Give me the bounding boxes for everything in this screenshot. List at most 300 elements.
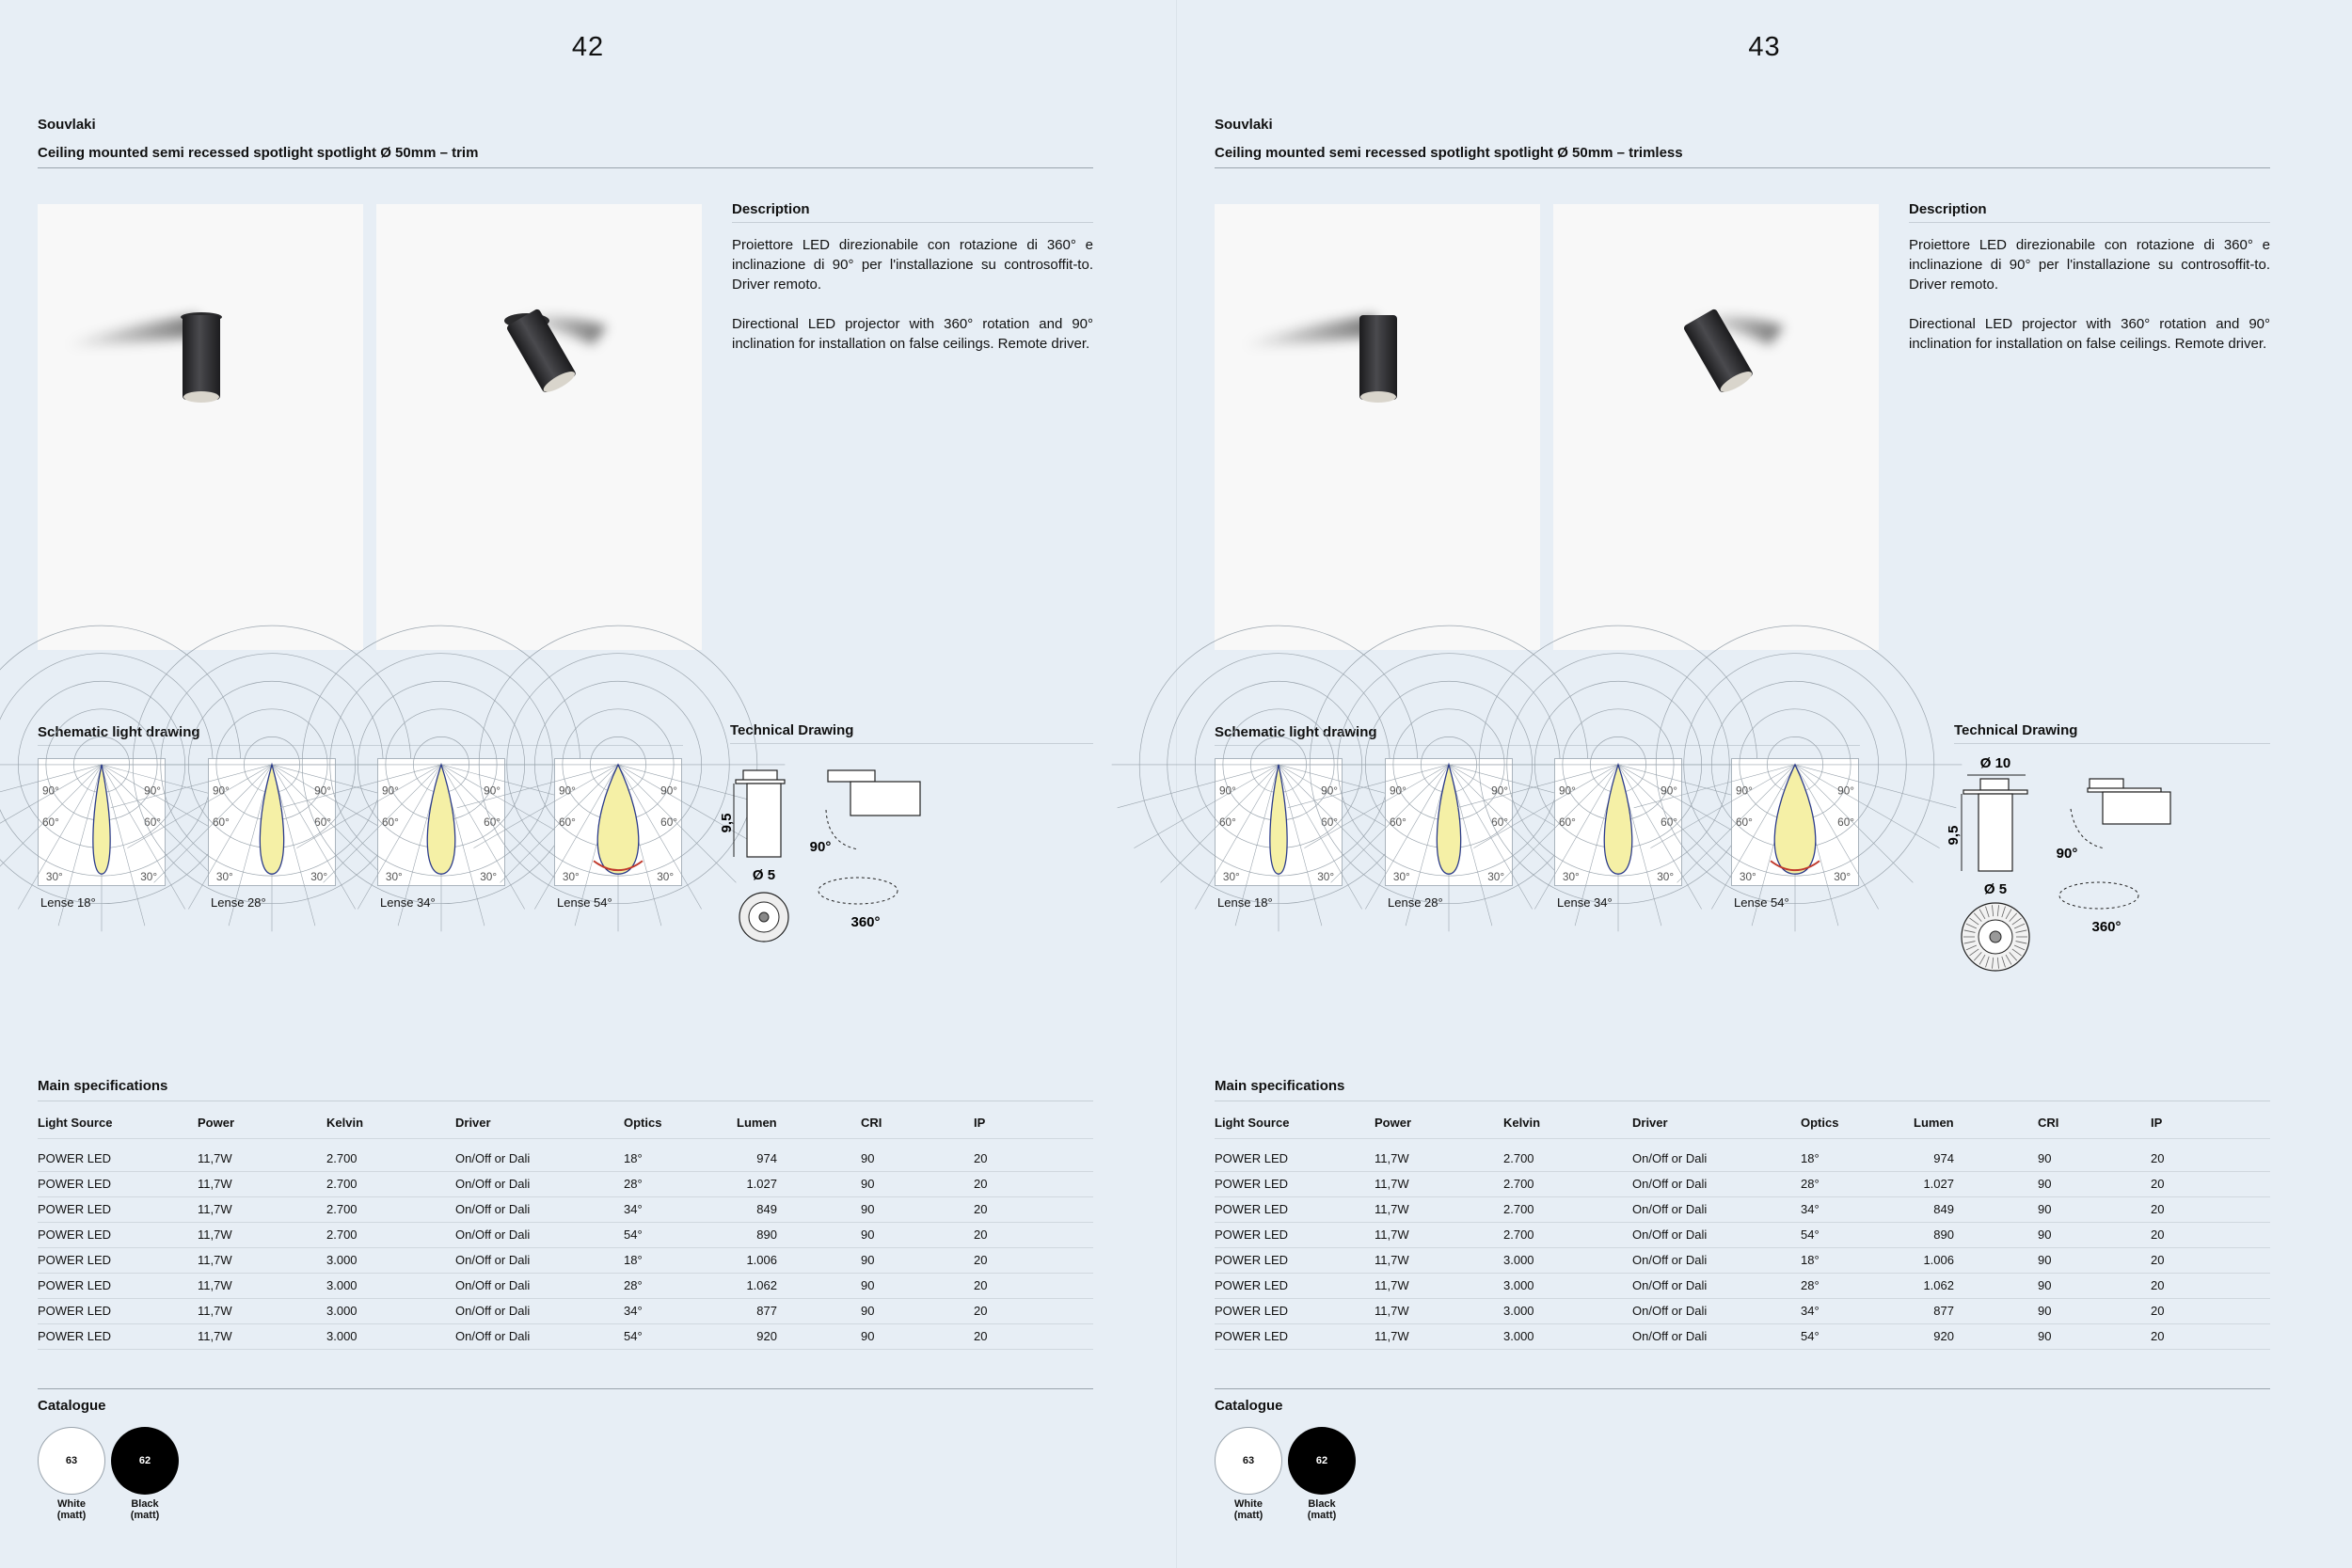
column-header: Kelvin xyxy=(1503,1116,1541,1130)
column-header: Light Source xyxy=(1215,1116,1290,1130)
angle-label: 30° xyxy=(385,870,403,884)
specs-title: Main specifications xyxy=(38,1078,168,1094)
finish-label xyxy=(1288,1498,1356,1521)
table-cell: 11,7W xyxy=(198,1278,232,1292)
beam-shape xyxy=(1437,765,1460,874)
finish-code: 63 xyxy=(65,1455,78,1466)
table-cell: 18° xyxy=(1801,1151,1820,1165)
technical-drawing xyxy=(719,757,967,992)
table-row-rule xyxy=(1215,1247,2270,1248)
finish-swatch-white[interactable] xyxy=(38,1427,105,1495)
table-cell: 20 xyxy=(974,1253,988,1267)
header-rule xyxy=(38,167,1093,168)
table-cell: On/Off or Dali xyxy=(1632,1151,1708,1165)
product-subtitle: Ceiling mounted semi recessed spotlight spotlight Ø 50mm – trim xyxy=(38,145,479,161)
table-cell: 2.700 xyxy=(326,1227,358,1242)
table-cell: 20 xyxy=(974,1304,988,1318)
angle-label: 30° xyxy=(657,870,675,884)
table-row-rule xyxy=(38,1298,1093,1299)
table-cell: 3.000 xyxy=(326,1329,358,1343)
spot-body xyxy=(183,315,220,400)
table-cell: 54° xyxy=(624,1227,643,1242)
angle-label: 90° xyxy=(41,784,59,798)
table-cell: 11,7W xyxy=(1375,1151,1409,1165)
table-cell: 2.700 xyxy=(1503,1151,1534,1165)
table-cell: 90 xyxy=(861,1177,875,1191)
table-cell: 1.006 xyxy=(746,1253,777,1267)
diameter-dimension: Ø 5 xyxy=(752,867,776,883)
trimless-diameter-dimension: Ø 10 xyxy=(1979,755,2011,771)
table-cell: 3.000 xyxy=(1503,1278,1534,1292)
angle-label: 60° xyxy=(1491,815,1509,829)
table-cell: 3.000 xyxy=(326,1304,358,1318)
table-cell: On/Off or Dali xyxy=(455,1151,531,1165)
table-cell: On/Off or Dali xyxy=(455,1227,531,1242)
angle-label: 90° xyxy=(1558,784,1576,798)
column-header: Power xyxy=(198,1116,235,1130)
table-cell: 974 xyxy=(1933,1151,1954,1165)
description-english: Directional LED projector with 360° rotation and 90° inclination for installation on false ceilings. Remote driver. xyxy=(732,316,1093,352)
table-cell: On/Off or Dali xyxy=(455,1329,531,1343)
table-cell: 849 xyxy=(756,1202,777,1216)
table-cell: 18° xyxy=(624,1253,643,1267)
finish-name: Black xyxy=(1308,1498,1336,1510)
polar-chart xyxy=(554,758,682,886)
polar-diagram xyxy=(1555,759,1681,885)
table-cell: 34° xyxy=(1801,1304,1820,1318)
table-cell: 90 xyxy=(2038,1304,2052,1318)
table-row-rule xyxy=(38,1273,1093,1274)
table-row-rule xyxy=(38,1247,1093,1248)
table-cell: 20 xyxy=(2151,1304,2165,1318)
angle-label: 90° xyxy=(484,784,501,798)
beam-shape xyxy=(260,765,283,874)
table-row-rule xyxy=(38,1323,1093,1324)
table-cell: 90 xyxy=(2038,1151,2052,1165)
tilt-angle: 90° xyxy=(2056,846,2078,862)
rotation-arc xyxy=(818,878,898,904)
header-rule xyxy=(1215,167,2270,168)
table-cell: 90 xyxy=(861,1304,875,1318)
finish-label xyxy=(38,1498,105,1521)
table-cell: 11,7W xyxy=(198,1227,232,1242)
table-cell: 28° xyxy=(1801,1177,1820,1191)
lens-label: Lense 54° xyxy=(557,895,612,910)
angle-label: 60° xyxy=(484,815,501,829)
angle-label: 90° xyxy=(1837,784,1855,798)
column-header: Light Source xyxy=(38,1116,113,1130)
table-cell: On/Off or Dali xyxy=(455,1253,531,1267)
column-header: Lumen xyxy=(737,1116,777,1130)
beam-shape xyxy=(597,765,639,874)
catalogue-title: Catalogue xyxy=(38,1398,106,1414)
description-title: Description xyxy=(732,201,810,217)
table-cell: 11,7W xyxy=(1375,1278,1409,1292)
lens-label: Lense 18° xyxy=(1217,895,1273,910)
description-title: Description xyxy=(1909,201,1987,217)
table-cell: 90 xyxy=(861,1151,875,1165)
specs-title: Main specifications xyxy=(1215,1078,1345,1094)
height-dimension: 9,5 xyxy=(719,813,735,833)
table-cell: 20 xyxy=(974,1227,988,1242)
spot-body xyxy=(1359,315,1397,400)
header-row-rule xyxy=(1215,1138,2270,1139)
table-cell: 28° xyxy=(624,1278,643,1292)
table-cell: 90 xyxy=(861,1278,875,1292)
table-cell: 90 xyxy=(2038,1278,2052,1292)
table-cell: 11,7W xyxy=(198,1304,232,1318)
side-view-body xyxy=(1979,794,2012,871)
tilted-view-body xyxy=(2103,792,2170,824)
angle-label: 90° xyxy=(1735,784,1753,798)
lens-label: Lense 34° xyxy=(380,895,436,910)
tilt-angle: 90° xyxy=(809,839,832,855)
angle-label: 90° xyxy=(1661,784,1678,798)
table-cell: 3.000 xyxy=(1503,1304,1534,1318)
table-cell: 11,7W xyxy=(1375,1227,1409,1242)
angle-label: 30° xyxy=(1562,870,1580,884)
table-cell: 20 xyxy=(974,1151,988,1165)
angle-label: 60° xyxy=(1389,815,1406,829)
catalogue-page-43 xyxy=(1176,0,2352,1568)
table-cell: 20 xyxy=(974,1278,988,1292)
table-cell: 54° xyxy=(1801,1227,1820,1242)
table-cell: 11,7W xyxy=(1375,1329,1409,1343)
table-cell: 90 xyxy=(861,1329,875,1343)
column-header: Driver xyxy=(1632,1116,1668,1130)
column-header: IP xyxy=(2151,1116,2163,1130)
angle-label: 60° xyxy=(1321,815,1339,829)
finish-type: (matt) xyxy=(56,1510,87,1521)
technical-title: Technical Drawing xyxy=(730,722,854,738)
table-cell: 2.700 xyxy=(326,1151,358,1165)
angle-label: 30° xyxy=(1317,870,1335,884)
column-header: CRI xyxy=(2038,1116,2059,1130)
page-number: 43 xyxy=(1748,32,1781,62)
table-row-rule xyxy=(1215,1196,2270,1197)
table-cell: 18° xyxy=(624,1151,643,1165)
description-rule xyxy=(1909,222,2270,223)
column-header: IP xyxy=(974,1116,986,1130)
table-cell: 11,7W xyxy=(198,1253,232,1267)
angle-label: 90° xyxy=(144,784,162,798)
table-row-rule xyxy=(1215,1273,2270,1274)
finish-type: (matt) xyxy=(1233,1510,1263,1521)
spotlight-tilted-image xyxy=(376,204,702,650)
description-rule xyxy=(732,222,1093,223)
angle-label: 90° xyxy=(314,784,332,798)
schematic-title: Schematic light drawing xyxy=(1215,724,1377,740)
polar-chart xyxy=(1215,758,1343,886)
polar-diagram xyxy=(1386,759,1512,885)
product-series: Souvlaki xyxy=(38,117,96,133)
finish-type: (matt) xyxy=(1307,1510,1337,1521)
angle-label: 60° xyxy=(558,815,576,829)
angle-label: 60° xyxy=(1661,815,1678,829)
table-cell: POWER LED xyxy=(38,1253,112,1267)
table-cell: 890 xyxy=(1933,1227,1954,1242)
table-cell: 90 xyxy=(2038,1329,2052,1343)
polar-chart xyxy=(208,758,336,886)
polar-chart xyxy=(1385,758,1513,886)
finish-name: White xyxy=(1234,1498,1263,1510)
table-cell: 20 xyxy=(974,1329,988,1343)
table-row-rule xyxy=(38,1349,1093,1350)
angle-label: 90° xyxy=(558,784,576,798)
finish-label xyxy=(1215,1498,1282,1521)
finish-type: (matt) xyxy=(130,1510,160,1521)
polar-diagram xyxy=(39,759,165,885)
lens-label: Lense 28° xyxy=(211,895,266,910)
table-cell: 11,7W xyxy=(1375,1253,1409,1267)
table-row-rule xyxy=(1215,1298,2270,1299)
description-text xyxy=(732,235,1093,373)
angle-label: 90° xyxy=(1491,784,1509,798)
angle-label: 60° xyxy=(1837,815,1855,829)
table-cell: 2.700 xyxy=(326,1177,358,1191)
lens-label: Lense 34° xyxy=(1557,895,1613,910)
polar-chart xyxy=(1731,758,1859,886)
beam-shape xyxy=(93,765,110,874)
angle-label: 90° xyxy=(381,784,399,798)
angle-label: 30° xyxy=(1657,870,1675,884)
table-cell: 1.027 xyxy=(746,1177,777,1191)
angle-label: 30° xyxy=(45,870,63,884)
table-cell: 11,7W xyxy=(1375,1304,1409,1318)
table-cell: 20 xyxy=(2151,1227,2165,1242)
angle-label: 30° xyxy=(215,870,233,884)
angle-label: 90° xyxy=(660,784,678,798)
column-header: Power xyxy=(1375,1116,1412,1130)
table-cell: On/Off or Dali xyxy=(455,1202,531,1216)
polar-diagram xyxy=(209,759,335,885)
finish-swatch-white[interactable] xyxy=(1215,1427,1282,1495)
table-row-rule xyxy=(1215,1171,2270,1172)
diameter-dimension: Ø 5 xyxy=(1983,881,2008,897)
table-cell: 3.000 xyxy=(326,1253,358,1267)
table-cell: POWER LED xyxy=(1215,1202,1289,1216)
column-header: Driver xyxy=(455,1116,491,1130)
description-italian: Proiettore LED direzionabile con rotazione di 360° e inclinazione di 90° per l'installazione su controsoffit-to. Driver remoto. xyxy=(1909,237,2270,293)
angle-label: 30° xyxy=(562,870,580,884)
table-cell: 90 xyxy=(861,1253,875,1267)
finish-name: White xyxy=(57,1498,86,1510)
column-header: CRI xyxy=(861,1116,882,1130)
table-cell: On/Off or Dali xyxy=(455,1304,531,1318)
table-row-rule xyxy=(38,1222,1093,1223)
polar-chart xyxy=(377,758,505,886)
table-cell: On/Off or Dali xyxy=(1632,1227,1708,1242)
table-cell: 1.062 xyxy=(1923,1278,1954,1292)
angle-label: 60° xyxy=(1218,815,1236,829)
spotlight-straight-image xyxy=(38,204,363,650)
product-series: Souvlaki xyxy=(1215,117,1273,133)
table-cell: 90 xyxy=(2038,1227,2052,1242)
beam-shape xyxy=(1270,765,1287,874)
table-cell: 2.700 xyxy=(326,1202,358,1216)
polar-diagram xyxy=(1216,759,1342,885)
angle-label: 60° xyxy=(41,815,59,829)
column-header: Optics xyxy=(1801,1116,1839,1130)
table-cell: 877 xyxy=(1933,1304,1954,1318)
lens-glow xyxy=(183,391,219,403)
angle-label: 30° xyxy=(1487,870,1505,884)
angle-label: 30° xyxy=(1222,870,1240,884)
table-cell: 34° xyxy=(624,1304,643,1318)
angle-label: 60° xyxy=(1558,815,1576,829)
table-cell: 1.027 xyxy=(1923,1177,1954,1191)
side-view-body xyxy=(747,784,781,857)
tilted-view-body xyxy=(850,782,920,816)
table-row-rule xyxy=(38,1171,1093,1172)
beam-shape xyxy=(1774,765,1816,874)
table-cell: POWER LED xyxy=(38,1177,112,1191)
lens-label: Lense 18° xyxy=(40,895,96,910)
specs-end-rule xyxy=(38,1388,1093,1389)
table-cell: On/Off or Dali xyxy=(1632,1253,1708,1267)
technical-rule xyxy=(730,743,1093,744)
angle-label: 90° xyxy=(212,784,230,798)
table-cell: 3.000 xyxy=(326,1278,358,1292)
column-header: Optics xyxy=(624,1116,662,1130)
lens-label: Lense 28° xyxy=(1388,895,1443,910)
angle-label: 60° xyxy=(1735,815,1753,829)
finish-label xyxy=(111,1498,179,1521)
product-photo xyxy=(38,204,363,650)
table-cell: On/Off or Dali xyxy=(1632,1202,1708,1216)
table-cell: 54° xyxy=(1801,1329,1820,1343)
catalogue-title: Catalogue xyxy=(1215,1398,1283,1414)
table-row-rule xyxy=(1215,1323,2270,1324)
table-cell: 11,7W xyxy=(198,1329,232,1343)
angle-label: 60° xyxy=(212,815,230,829)
technical-drawing xyxy=(1947,751,2191,986)
rotation-angle: 360° xyxy=(2091,919,2122,935)
table-cell: On/Off or Dali xyxy=(455,1177,531,1191)
table-cell: 20 xyxy=(2151,1202,2165,1216)
table-cell: 849 xyxy=(1933,1202,1954,1216)
table-cell: POWER LED xyxy=(38,1304,112,1318)
finish-code: 62 xyxy=(138,1455,151,1466)
table-cell: On/Off or Dali xyxy=(1632,1278,1708,1292)
column-header: Lumen xyxy=(1914,1116,1954,1130)
angle-label: 30° xyxy=(1392,870,1410,884)
finish-code: 63 xyxy=(1242,1455,1255,1466)
table-cell: 90 xyxy=(861,1202,875,1216)
polar-chart xyxy=(38,758,166,886)
table-cell: 11,7W xyxy=(1375,1177,1409,1191)
product-photo xyxy=(1553,204,1879,650)
angle-label: 60° xyxy=(144,815,162,829)
angle-label: 60° xyxy=(314,815,332,829)
angle-label: 30° xyxy=(480,870,498,884)
table-cell: 877 xyxy=(756,1304,777,1318)
table-cell: POWER LED xyxy=(1215,1177,1289,1191)
table-cell: POWER LED xyxy=(38,1329,112,1343)
page-number: 42 xyxy=(571,32,605,62)
schematic-title: Schematic light drawing xyxy=(38,724,200,740)
table-cell: POWER LED xyxy=(1215,1304,1289,1318)
lens-label: Lense 54° xyxy=(1734,895,1789,910)
table-cell: 11,7W xyxy=(198,1202,232,1216)
table-cell: POWER LED xyxy=(38,1227,112,1242)
description-italian: Proiettore LED direzionabile con rotazione di 360° e inclinazione di 90° per l'installazione su controsoffit-to. Driver remoto. xyxy=(732,237,1093,293)
rotation-angle: 360° xyxy=(850,914,881,930)
table-cell: 90 xyxy=(2038,1202,2052,1216)
table-cell: 20 xyxy=(2151,1253,2165,1267)
table-cell: 90 xyxy=(2038,1253,2052,1267)
table-cell: 20 xyxy=(2151,1177,2165,1191)
angle-label: 90° xyxy=(1218,784,1236,798)
table-cell: 11,7W xyxy=(198,1151,232,1165)
table-cell: 1.062 xyxy=(746,1278,777,1292)
product-photo xyxy=(376,204,702,650)
technical-rule xyxy=(1954,743,2270,744)
table-cell: 920 xyxy=(1933,1329,1954,1343)
spotlight-straight-image xyxy=(1215,204,1540,650)
polar-diagram xyxy=(378,759,504,885)
table-cell: POWER LED xyxy=(1215,1278,1289,1292)
table-cell: 28° xyxy=(1801,1278,1820,1292)
table-cell: 974 xyxy=(756,1151,777,1165)
angle-label: 30° xyxy=(310,870,328,884)
table-cell: 34° xyxy=(1801,1202,1820,1216)
table-cell: POWER LED xyxy=(38,1202,112,1216)
angle-label: 60° xyxy=(660,815,678,829)
finish-code: 62 xyxy=(1315,1455,1328,1466)
table-cell: On/Off or Dali xyxy=(1632,1304,1708,1318)
finish-swatch-black[interactable] xyxy=(111,1427,179,1495)
table-cell: POWER LED xyxy=(38,1278,112,1292)
height-dimension: 9,5 xyxy=(1946,825,1962,846)
table-cell: 3.000 xyxy=(1503,1253,1534,1267)
spotlight-tilted-image xyxy=(1553,204,1879,650)
product-photo xyxy=(1215,204,1540,650)
table-cell: 34° xyxy=(624,1202,643,1216)
table-cell: 890 xyxy=(756,1227,777,1242)
angle-label: 30° xyxy=(140,870,158,884)
technical-title: Technical Drawing xyxy=(1954,722,2078,738)
product-subtitle: Ceiling mounted semi recessed spotlight spotlight Ø 50mm – trimless xyxy=(1215,145,1683,161)
angle-label: 60° xyxy=(381,815,399,829)
table-cell: 11,7W xyxy=(198,1177,232,1191)
table-cell: POWER LED xyxy=(1215,1227,1289,1242)
table-cell: 20 xyxy=(974,1177,988,1191)
header-row-rule xyxy=(38,1138,1093,1139)
table-cell: 90 xyxy=(2038,1177,2052,1191)
table-cell: 54° xyxy=(624,1329,643,1343)
table-row-rule xyxy=(1215,1349,2270,1350)
polar-diagram xyxy=(1732,759,1858,885)
angle-label: 30° xyxy=(1834,870,1851,884)
table-cell: 920 xyxy=(756,1329,777,1343)
finish-swatch-black[interactable] xyxy=(1288,1427,1356,1495)
finish-name: Black xyxy=(131,1498,159,1510)
table-cell: 20 xyxy=(974,1202,988,1216)
angle-label: 90° xyxy=(1389,784,1406,798)
rotation-arc xyxy=(2059,882,2138,909)
table-cell: 28° xyxy=(624,1177,643,1191)
specs-end-rule xyxy=(1215,1388,2270,1389)
polar-diagram xyxy=(555,759,681,885)
table-cell: POWER LED xyxy=(1215,1151,1289,1165)
lens-glow xyxy=(1360,391,1396,403)
table-cell: 1.006 xyxy=(1923,1253,1954,1267)
polar-chart xyxy=(1554,758,1682,886)
table-cell: 20 xyxy=(2151,1151,2165,1165)
table-cell: 18° xyxy=(1801,1253,1820,1267)
table-cell: 20 xyxy=(2151,1329,2165,1343)
